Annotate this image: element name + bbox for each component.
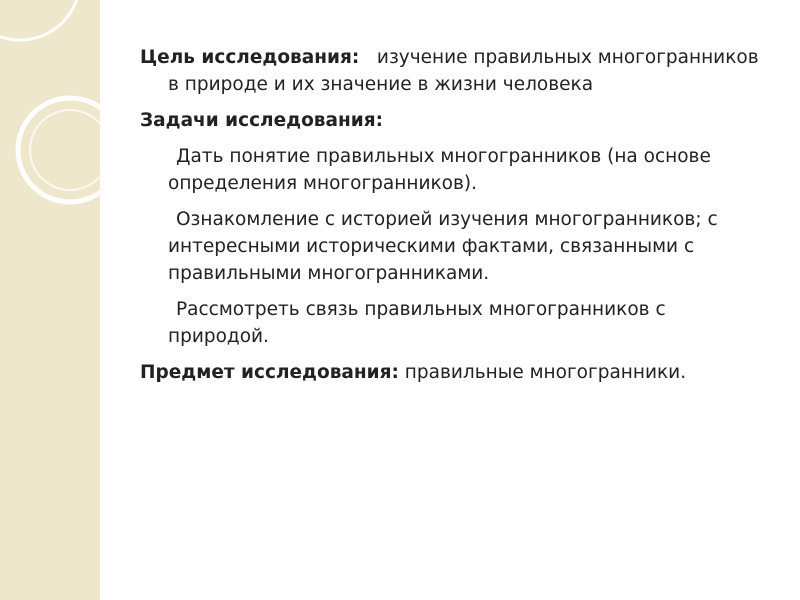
task-item-2 xyxy=(140,206,760,287)
subject-text: правильные многогранники. xyxy=(404,362,687,383)
tasks-label: Задачи исследования: xyxy=(140,110,384,131)
task-item-1-text: Дать понятие правильных многогранников (на основе определения многогранников). xyxy=(168,146,711,194)
slide-body xyxy=(140,44,760,395)
goal-paragraph xyxy=(140,44,760,98)
task-item-3 xyxy=(140,296,760,350)
goal-text: изучение правильных многогранников в природе и их значение в жизни человека xyxy=(168,47,759,95)
goal-label: Цель исследования: xyxy=(140,47,360,68)
task-item-3-text: Рассмотреть связь правильных многогранников с природой. xyxy=(168,299,666,347)
decorative-rings xyxy=(0,0,100,600)
task-item-2-text: Ознакомление с историей изучения многогранников; с интересными историческими фактами, связанными с правильными многогранниками. xyxy=(168,209,718,284)
tasks-heading xyxy=(140,107,760,134)
task-item-1 xyxy=(140,143,760,197)
subject-paragraph xyxy=(140,359,760,386)
subject-label: Предмет исследования: xyxy=(140,362,399,383)
